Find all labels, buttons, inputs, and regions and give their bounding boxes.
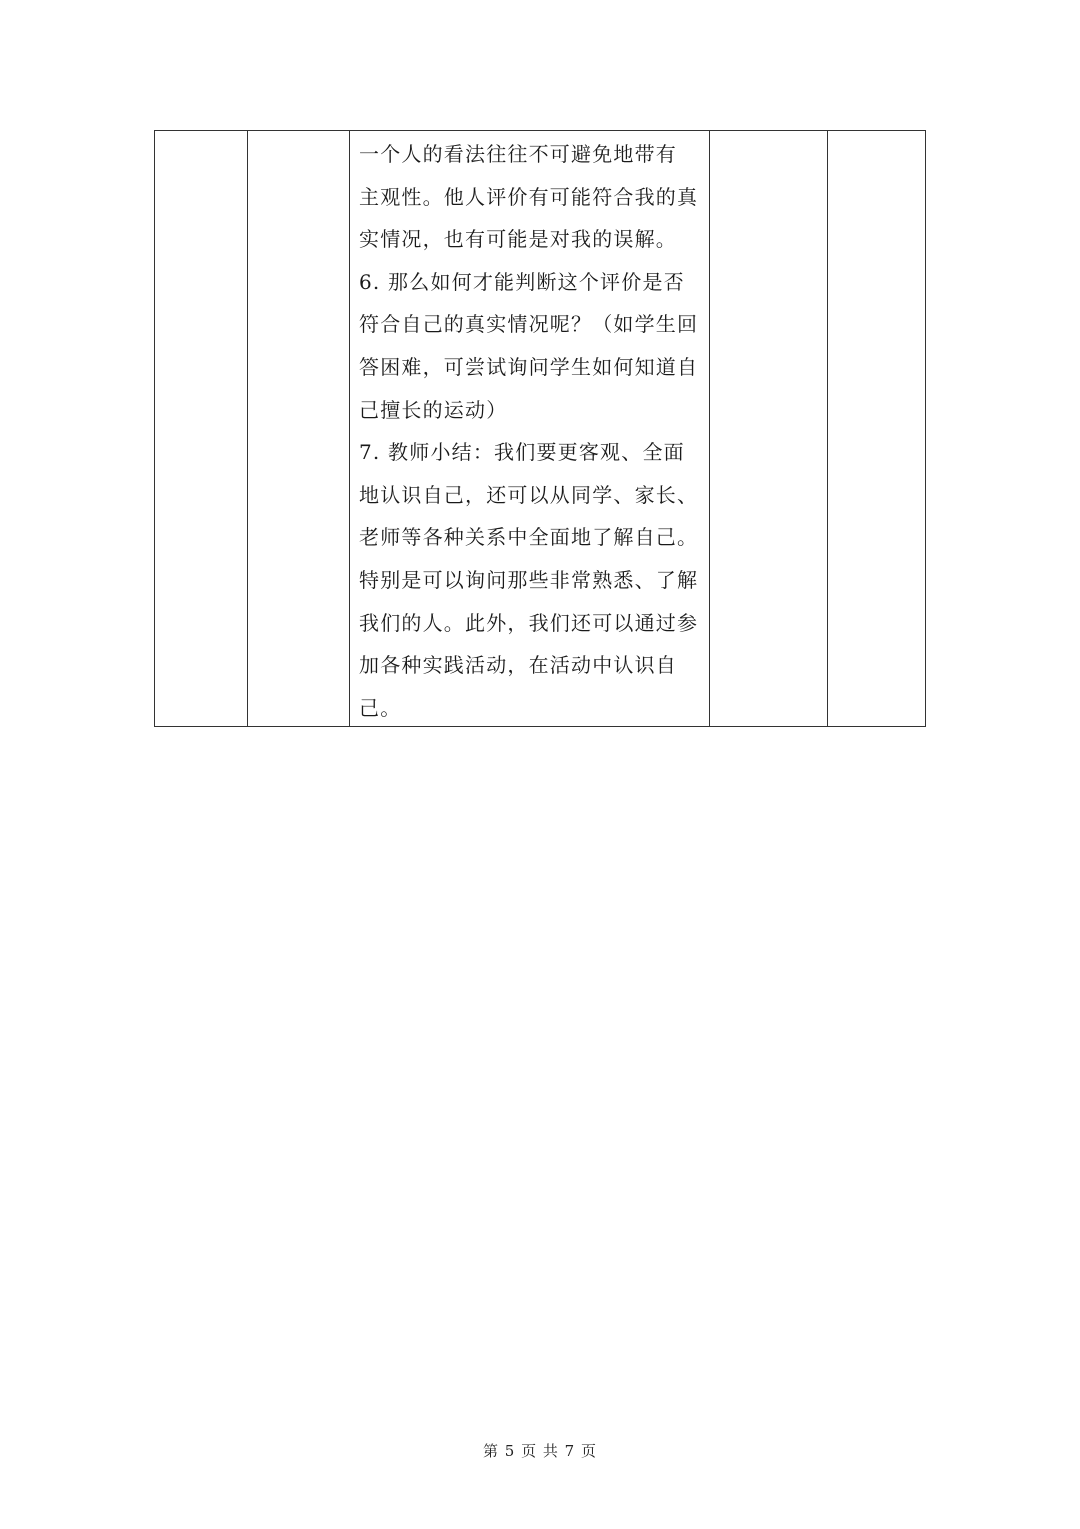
content-line: 符合自己的真实情况呢？（如学生回 (359, 312, 699, 337)
lesson-table (154, 130, 926, 727)
content-line: 7. 教师小结：我们要更客观、全面 (359, 440, 685, 465)
content-line: 答困难，可尝试询问学生如何知道自 (359, 354, 699, 379)
content-line: 己。 (359, 695, 402, 720)
content-line: 一个人的看法往往不可避免地带有 (359, 142, 677, 166)
table-cell-empty-5 (828, 131, 925, 726)
content-line: 加各种实践活动，在活动中认识自 (359, 653, 677, 678)
content-line: 地认识自己，还可以从同学、家长、 (359, 482, 699, 507)
content-line: 特别是可以询问那些非常熟悉、了解 (359, 567, 699, 592)
table-cell-content (350, 131, 710, 726)
content-line: 实情况，也有可能是对我的误解。 (359, 227, 677, 252)
content-line: 我们的人。此外，我们还可以通过参 (359, 610, 699, 635)
content-line: 老师等各种关系中全面地了解自己。 (359, 525, 699, 550)
content-line: 己擅长的运动） (359, 397, 508, 422)
table-cell-empty-2 (248, 131, 350, 726)
table-cell-empty-4 (710, 131, 828, 726)
content-line: 6. 那么如何才能判断这个评价是否 (359, 269, 685, 294)
content-line: 主观性。他人评价有可能符合我的真 (359, 184, 699, 209)
page-number-footer: 第 5 页 共 7 页 (483, 1442, 597, 1460)
table-cell-empty-1 (155, 131, 248, 726)
